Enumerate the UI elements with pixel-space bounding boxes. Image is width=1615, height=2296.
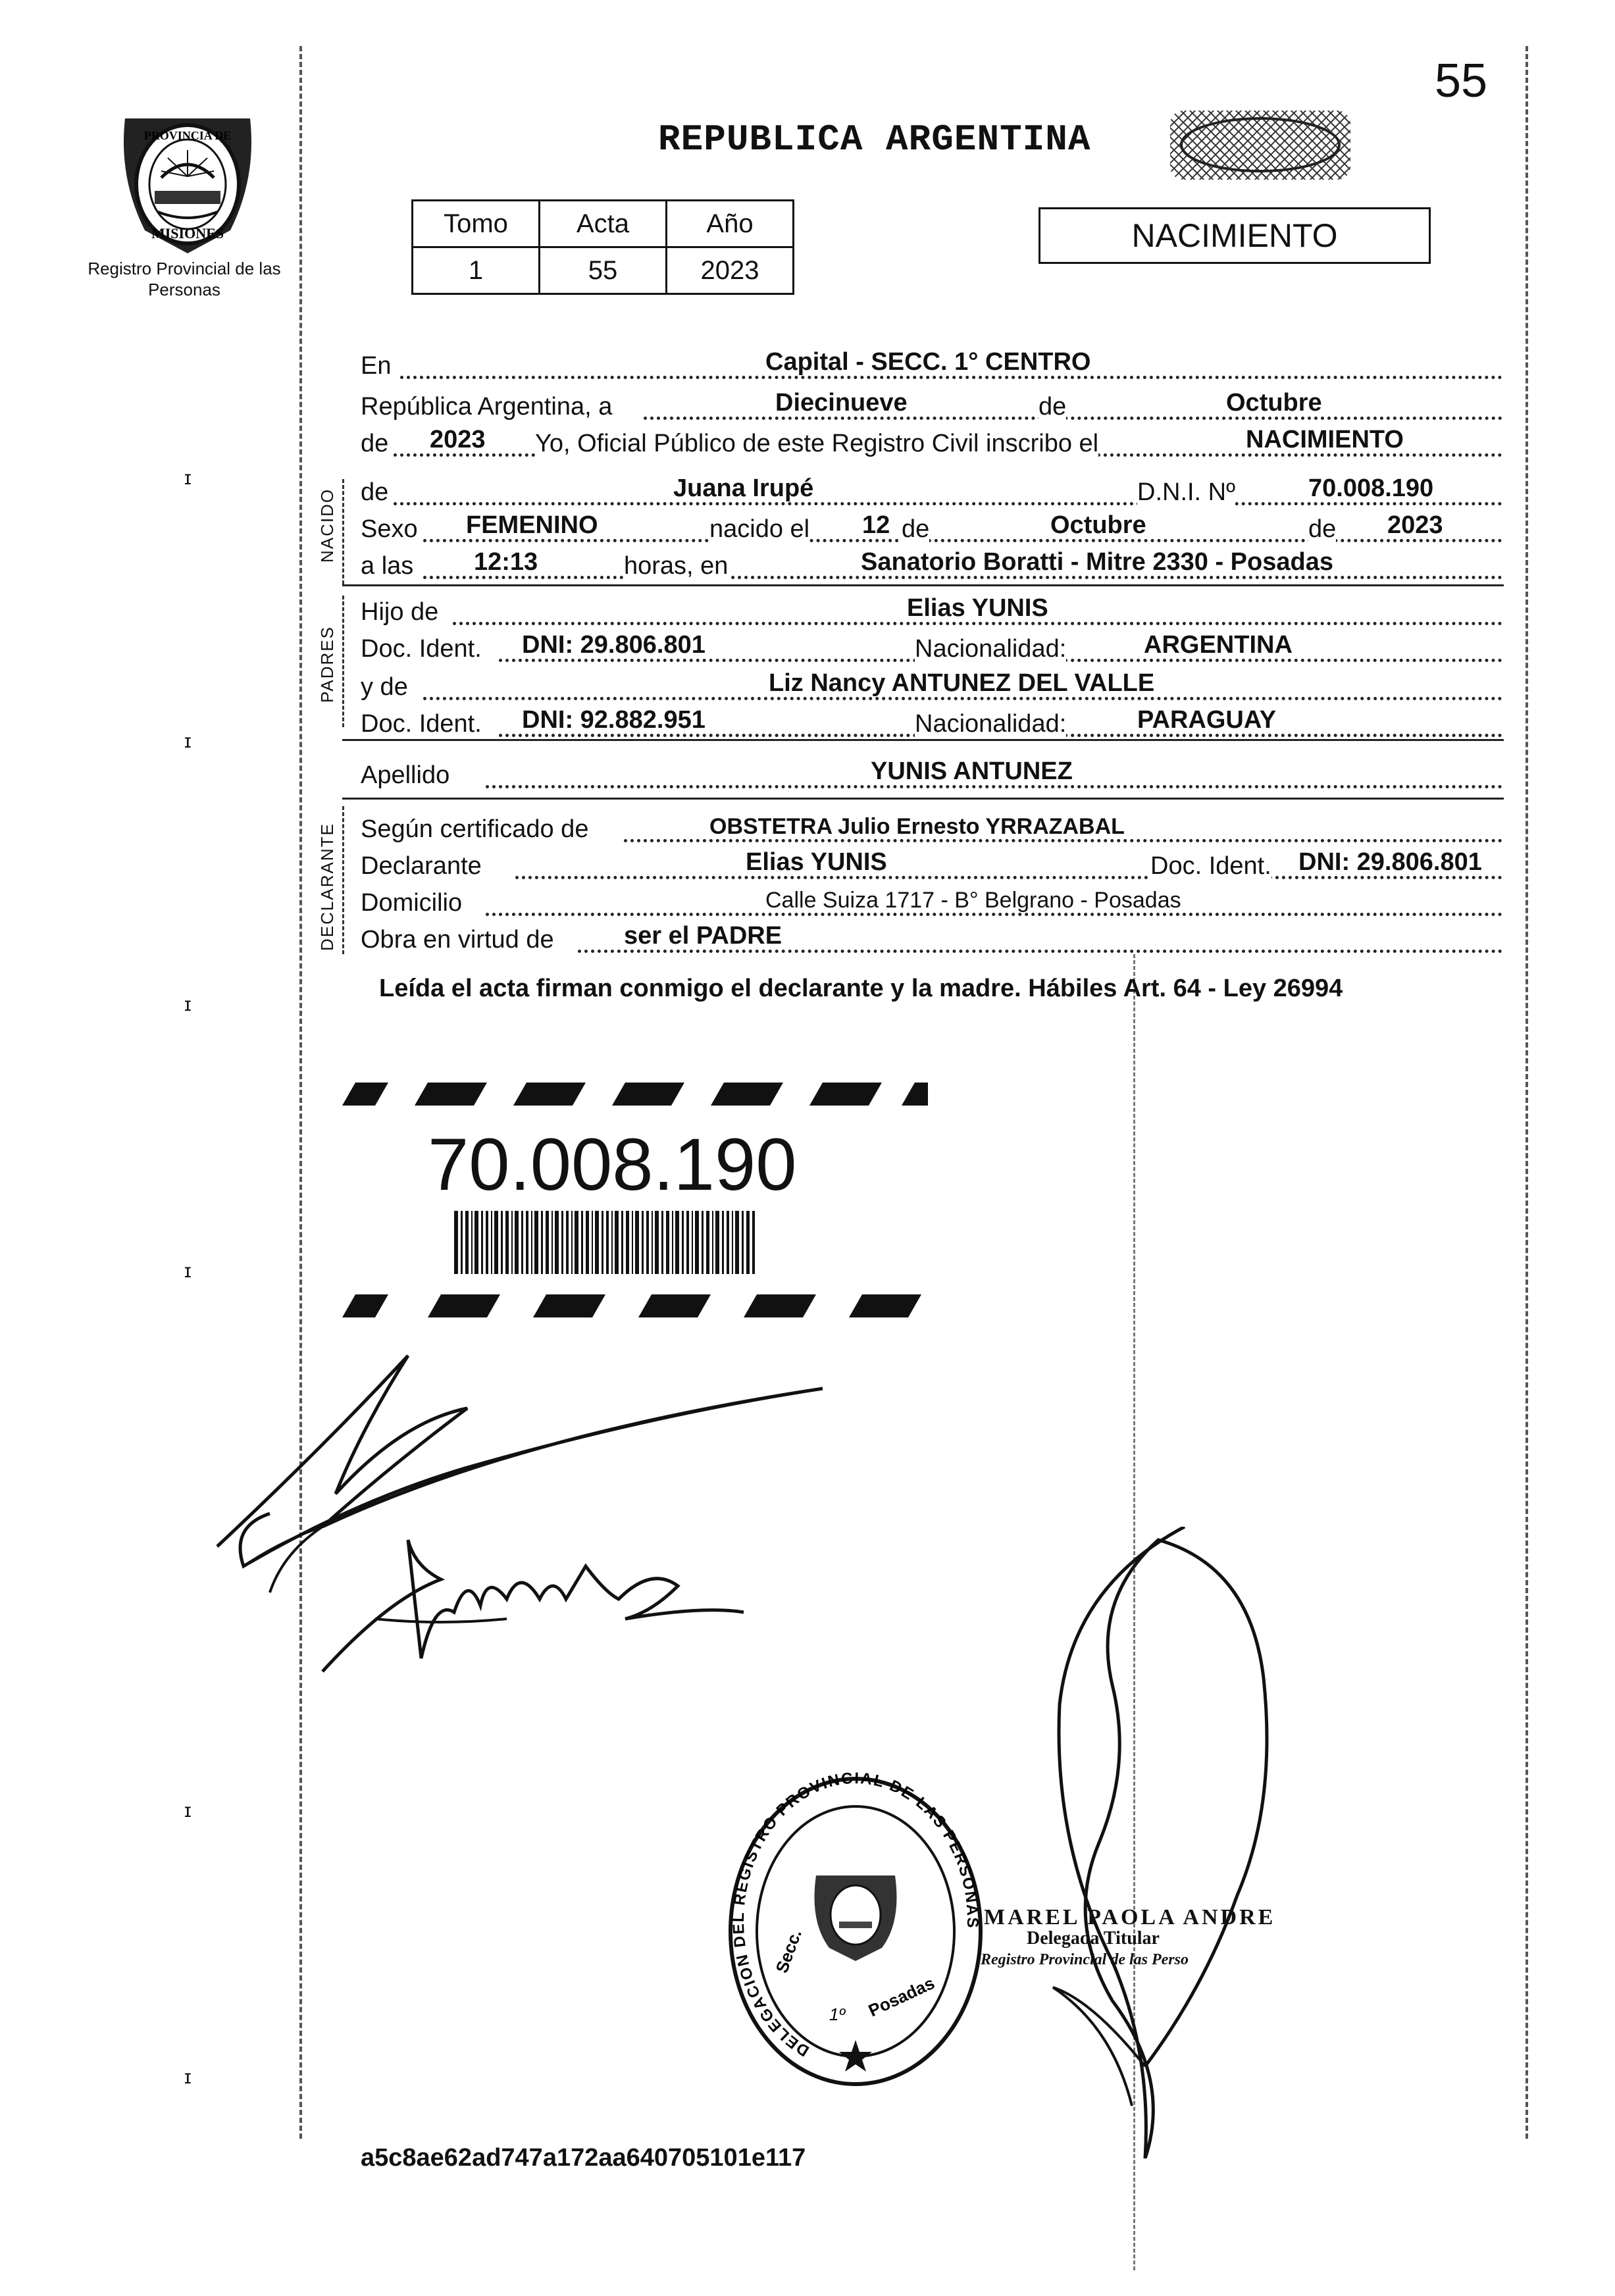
margin-mark: ɪ (184, 730, 192, 752)
madre-nacionalidad-label: Nacionalidad: (915, 710, 1067, 738)
row-padre (361, 592, 1502, 629)
padres-section-label: PADRES (317, 626, 337, 703)
seal-number: 1º (829, 2004, 845, 2024)
row-apellido (361, 755, 1502, 792)
sexo-value: FEMENINO (466, 511, 598, 539)
row-domicilio (361, 883, 1502, 920)
obra-value: ser el PADRE (624, 922, 782, 950)
madre-signature (309, 1527, 809, 1698)
crest-top-text: PROVINCIA DE (143, 129, 232, 142)
reference-table (411, 199, 794, 295)
nacido-section-label: NACIDO (317, 488, 337, 563)
row-declarante (361, 846, 1502, 883)
seal-posadas: Posadas (865, 1973, 938, 2021)
stamp-official-name: MAREL PAOLA ANDRE (984, 1905, 1276, 1929)
dni-label: D.N.I. Nº (1137, 478, 1235, 506)
seal-secc: Secc. (771, 1926, 806, 1976)
tomo-header: Tomo (413, 201, 540, 247)
row-sexo (361, 509, 1502, 546)
registry-seal (724, 1770, 987, 2093)
acta-header: Acta (540, 201, 667, 247)
padre-nombre: Elias YUNIS (907, 594, 1048, 622)
row-certificado (361, 809, 1502, 846)
de-nombre-label: de (361, 478, 389, 506)
tipo-value: NACIMIENTO (1246, 426, 1404, 453)
inscribo-label: Yo, Oficial Público de este Registro Civil inscribo el (535, 430, 1099, 457)
dni-value: 70.008.190 (1308, 474, 1434, 502)
domicilio-value: Calle Suiza 1717 - B° Belgrano - Posadas (765, 888, 1181, 913)
left-margin-line (299, 46, 302, 2139)
en-label: En (361, 352, 392, 380)
obra-label: Obra en virtud de (361, 926, 554, 954)
declarante-label: Declarante (361, 852, 482, 880)
de2-label: de (361, 430, 389, 457)
reference-value-row (413, 247, 794, 294)
stamp-official-role: Delegada Titular (1027, 1928, 1160, 1949)
section-divider (342, 798, 1504, 800)
seal-ring-text: DELEGACION DEL REGISTRO PROVINCIAL DE LAS PERSONAS (729, 1770, 982, 2060)
misiones-crest-logo (99, 99, 276, 257)
row-obra (361, 920, 1502, 957)
barcode-band-bottom (342, 1291, 928, 1324)
padre-nacionalidad: ARGENTINA (1144, 631, 1293, 659)
horas-en-label: horas, en (624, 552, 729, 580)
lugar-value: Capital - SECC. 1° CENTRO (765, 348, 1091, 376)
republica-label: República Argentina, a (361, 393, 613, 421)
registry-label: Registro Provincial de las Personas (88, 259, 281, 299)
y-de-label: y de (361, 673, 408, 701)
hora-value: 12:13 (474, 548, 538, 576)
madre-doc-label: Doc. Ident. (361, 710, 482, 738)
hijo-de-label: Hijo de (361, 598, 439, 626)
nombre-value: Juana Irupé (673, 474, 814, 502)
margin-mark: ɪ (184, 1800, 192, 1822)
row-fecha (361, 387, 1502, 424)
row-en (361, 346, 1502, 383)
dia-nacimiento: 12 (862, 511, 890, 539)
row-padre-doc (361, 629, 1502, 666)
margin-mark: ɪ (184, 1260, 192, 1282)
crest-bottom-text: MISIONES (151, 225, 224, 242)
certificado-label: Según certificado de (361, 815, 589, 843)
declarante-section-label: DECLARANTE (317, 823, 337, 951)
acta-value: 55 (540, 247, 667, 294)
certificado-value: OBSTETRA Julio Ernesto YRRAZABAL (709, 814, 1125, 839)
margin-mark: ɪ (184, 467, 192, 489)
anio-header: Año (667, 201, 794, 247)
madre-nombre: Liz Nancy ANTUNEZ DEL VALLE (769, 669, 1155, 697)
row-nombre (361, 472, 1502, 509)
act-type-box: NACIMIENTO (1038, 207, 1431, 264)
de-mes-label: de (902, 515, 930, 543)
padre-doc-label: Doc. Ident. (361, 635, 482, 663)
nacido-el-label: nacido el (709, 515, 810, 543)
right-margin-line (1525, 46, 1528, 2139)
legal-text: Leída el acta firman conmigo el declarante y la madre. Hábiles Art. 64 - Ley 26994 (379, 975, 1343, 1002)
barcode-band-top (342, 1079, 928, 1112)
madre-doc-value: DNI: 92.882.951 (522, 706, 705, 734)
dotted-leader (644, 417, 1502, 420)
margin-mark: ɪ (184, 994, 192, 1015)
document-title: REPUBLICA ARGENTINA (658, 118, 1091, 161)
de-label: de (1038, 393, 1067, 421)
declarante-nombre: Elias YUNIS (746, 848, 887, 876)
reference-header-row (413, 201, 794, 247)
lugar-nacimiento: Sanatorio Boratti - Mitre 2330 - Posadas (861, 548, 1333, 576)
anio-inscripcion: 2023 (430, 426, 486, 453)
section-bracket (342, 806, 344, 954)
tomo-value: 1 (413, 247, 540, 294)
row-madre-doc (361, 704, 1502, 741)
declarante-doc-label: Doc. Ident. (1150, 852, 1271, 880)
anio-nacimiento: 2023 (1387, 511, 1443, 539)
sexo-label: Sexo (361, 515, 418, 543)
section-divider (342, 739, 1504, 741)
page-number: 55 (1435, 55, 1488, 107)
barcode-image (454, 1211, 757, 1274)
declarante-doc: DNI: 29.806.801 (1298, 848, 1482, 876)
anio-value: 2023 (667, 247, 794, 294)
section-bracket (342, 596, 344, 727)
a-las-label: a las (361, 552, 414, 580)
document-hash: a5c8ae62ad747a172aa640705101e117 (361, 2144, 806, 2172)
padre-nacionalidad-label: Nacionalidad: (915, 635, 1067, 663)
domicilio-label: Domicilio (361, 889, 463, 917)
de-anio-label: de (1308, 515, 1337, 543)
section-bracket (342, 479, 344, 584)
mes-nacimiento: Octubre (1050, 511, 1146, 539)
row-hora (361, 546, 1502, 583)
dia-value: Diecinueve (775, 389, 908, 417)
stamp-office: Registro Provincial de las Perso (981, 1951, 1189, 1968)
security-watermark (1165, 104, 1356, 186)
madre-nacionalidad: PARAGUAY (1137, 706, 1277, 734)
apellido-value: YUNIS ANTUNEZ (871, 757, 1073, 785)
margin-mark: ɪ (184, 2066, 192, 2088)
apellido-label: Apellido (361, 761, 450, 789)
row-madre (361, 667, 1502, 704)
mes-value: Octubre (1226, 389, 1322, 417)
section-divider (342, 584, 1504, 586)
padre-doc-value: DNI: 29.806.801 (522, 631, 705, 659)
barcode-number: 70.008.190 (428, 1123, 797, 1206)
row-inscribo (361, 424, 1502, 461)
